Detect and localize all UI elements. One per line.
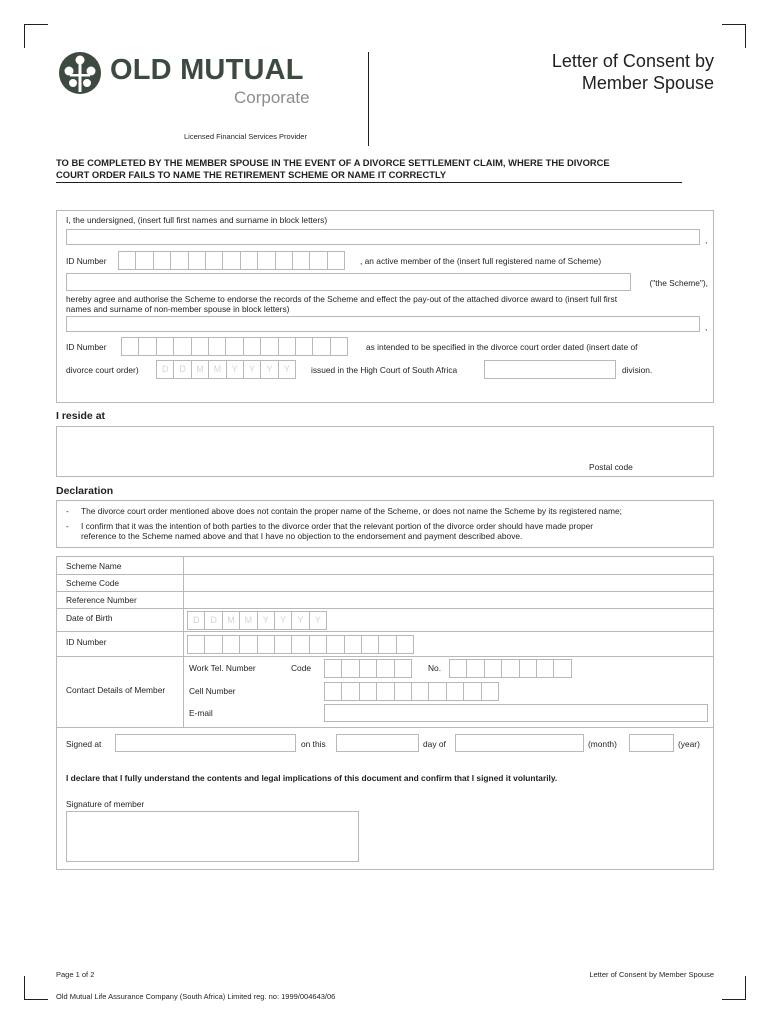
- signed-at-input[interactable]: [115, 734, 296, 752]
- id-cell[interactable]: [222, 251, 240, 270]
- declaration-dash-1: -: [66, 506, 69, 516]
- id-cell[interactable]: [225, 337, 243, 356]
- date-cell[interactable]: M: [222, 611, 240, 630]
- brand-name: OLD MUTUAL: [110, 54, 304, 86]
- phone-cell[interactable]: [536, 659, 554, 678]
- work-tel-label: Work Tel. Number: [189, 663, 256, 673]
- divorce-order-label: divorce court order): [66, 365, 139, 375]
- crop-mark-bottom-left: [24, 976, 48, 1000]
- as-intended-label: as intended to be specified in the divorce court order dated (insert date of: [366, 342, 638, 352]
- declaration-item-2-line-2: reference to the Scheme named above and that I have no objection to the endorsement and payment described above.: [81, 531, 523, 541]
- cell-number-label: Cell Number: [189, 686, 236, 696]
- dob-label: Date of Birth: [66, 613, 113, 623]
- phone-cell[interactable]: [519, 659, 537, 678]
- month-input[interactable]: [455, 734, 584, 752]
- full-names-input[interactable]: [66, 229, 700, 245]
- date-cell[interactable]: Y: [278, 360, 296, 379]
- id-cell[interactable]: [312, 337, 330, 356]
- scheme-name-input[interactable]: [66, 273, 631, 291]
- phone-cell[interactable]: [341, 659, 359, 678]
- date-cell[interactable]: Y: [226, 360, 244, 379]
- email-input[interactable]: [324, 704, 708, 722]
- date-cell[interactable]: D: [156, 360, 174, 379]
- row-divider: [56, 656, 714, 657]
- reference-number-label: Reference Number: [66, 595, 137, 605]
- member-id-cells[interactable]: [187, 635, 413, 654]
- page-number: Page 1 of 2: [56, 970, 95, 979]
- scheme-code-label: Scheme Code: [66, 578, 120, 588]
- phone-cell[interactable]: [481, 682, 499, 701]
- id-cell[interactable]: [204, 635, 222, 654]
- id-cell[interactable]: [292, 251, 310, 270]
- no-label: No.: [428, 663, 442, 673]
- phone-cell[interactable]: [376, 659, 394, 678]
- code-label: Code: [291, 663, 312, 673]
- id-cell[interactable]: [378, 635, 396, 654]
- date-cell[interactable]: Y: [257, 611, 275, 630]
- comma-1: ,: [705, 235, 708, 245]
- instruction-line-1: TO BE COMPLETED BY THE MEMBER SPOUSE IN THE EVENT OF A DIVORCE SETTLEMENT CLAIM, WHERE THE DIVORCE: [56, 157, 610, 168]
- instruction-underline: [56, 182, 682, 183]
- instruction-line-2: COURT ORDER FAILS TO NAME THE RETIREMENT SCHEME OR NAME IT CORRECTLY: [56, 169, 447, 180]
- signed-at-label: Signed at: [66, 739, 102, 749]
- declaration-dash-2: -: [66, 521, 69, 531]
- phone-cell[interactable]: [411, 682, 429, 701]
- id-cell[interactable]: [208, 337, 226, 356]
- phone-cell[interactable]: [449, 659, 467, 678]
- year-label: (year): [678, 739, 700, 749]
- phone-cell[interactable]: [446, 682, 464, 701]
- spouse-names-input[interactable]: [66, 316, 700, 332]
- spouse-id-cells[interactable]: [121, 337, 347, 356]
- reside-heading: I reside at: [56, 410, 106, 422]
- phone-cell[interactable]: [341, 682, 359, 701]
- date-cell[interactable]: Y: [260, 360, 278, 379]
- division-input[interactable]: [484, 360, 616, 379]
- id-cell[interactable]: [260, 337, 278, 356]
- active-member-label: , an active member of the (insert full registered name of Scheme): [360, 256, 602, 266]
- id-cell[interactable]: [205, 251, 223, 270]
- id-cell[interactable]: [187, 635, 205, 654]
- on-this-label: on this: [301, 739, 326, 749]
- licensed-provider: Licensed Financial Services Provider: [184, 132, 307, 141]
- declaration-item-1: The divorce court order mentioned above does not contain the proper name of the Scheme, or does not name the Scheme by its registered name;: [81, 506, 622, 516]
- signature-box[interactable]: [66, 811, 359, 862]
- row-divider: [56, 608, 714, 609]
- phone-cell[interactable]: [463, 682, 481, 701]
- undersigned-label: I, the undersigned, (insert full first names and surname in block letters): [66, 215, 328, 225]
- date-cell[interactable]: D: [187, 611, 205, 630]
- footer-doc-title: Letter of Consent by Member Spouse: [589, 970, 714, 979]
- title-line-2: Member Spouse: [581, 73, 714, 93]
- date-cell[interactable]: Y: [309, 611, 327, 630]
- id-cell[interactable]: [344, 635, 362, 654]
- issued-label: issued in the High Court of South Africa: [311, 365, 458, 375]
- id-cell[interactable]: [135, 251, 153, 270]
- scheme-code-field[interactable]: [184, 575, 713, 591]
- id-cell[interactable]: [327, 251, 345, 270]
- id-cell[interactable]: [156, 337, 174, 356]
- phone-cell[interactable]: [376, 682, 394, 701]
- id-cell[interactable]: [309, 635, 327, 654]
- crop-mark-top-left: [24, 24, 48, 48]
- id-cell[interactable]: [326, 635, 344, 654]
- date-cell[interactable]: M: [208, 360, 226, 379]
- phone-cell[interactable]: [359, 659, 377, 678]
- phone-cell[interactable]: [324, 682, 342, 701]
- id-cell[interactable]: [274, 635, 292, 654]
- cell-number-cells[interactable]: [324, 682, 498, 701]
- brand-sub: Corporate: [234, 88, 310, 107]
- scheme-name-field[interactable]: [184, 557, 713, 574]
- id-cell[interactable]: [188, 251, 206, 270]
- id-cell[interactable]: [121, 337, 139, 356]
- row-divider: [56, 631, 714, 632]
- id-number-label-2: ID Number: [66, 342, 107, 352]
- work-tel-number-cells[interactable]: [449, 659, 571, 678]
- postal-code-label: Postal code: [589, 462, 633, 472]
- scheme-name-label: Scheme Name: [66, 561, 122, 571]
- id-cell[interactable]: [330, 337, 348, 356]
- crop-mark-bottom-right: [722, 976, 746, 1000]
- date-cell[interactable]: D: [173, 360, 191, 379]
- phone-cell[interactable]: [324, 659, 342, 678]
- id-cell[interactable]: [275, 251, 293, 270]
- order-date-cells[interactable]: [156, 360, 295, 379]
- member-id-label: ID Number: [66, 637, 107, 647]
- id-cell[interactable]: [191, 337, 209, 356]
- id-cell[interactable]: [295, 337, 313, 356]
- date-cell[interactable]: M: [191, 360, 209, 379]
- work-tel-code-cells[interactable]: [324, 659, 411, 678]
- phone-cell[interactable]: [484, 659, 502, 678]
- id-cell[interactable]: [361, 635, 379, 654]
- agree-line-1: hereby agree and authorise the Scheme to endorse the records of the Scheme and effect the pay-out of the attached divorce award to (insert full first: [66, 294, 618, 304]
- declaration-item-2-line-1: I confirm that it was the intention of both parties to the divorce order that the relevant portion of the divorce order should have made proper: [81, 521, 594, 531]
- phone-cell[interactable]: [394, 659, 412, 678]
- old-mutual-logo: [56, 50, 320, 112]
- agree-line-2: names and surname of non-member spouse in block letters): [66, 304, 290, 314]
- reference-number-field[interactable]: [184, 592, 713, 608]
- id-cell[interactable]: [239, 635, 257, 654]
- division-label: division.: [622, 365, 653, 375]
- id-cell[interactable]: [309, 251, 327, 270]
- header-divider: [368, 52, 369, 146]
- page-title: [552, 50, 714, 94]
- declare-statement: I declare that I fully understand the contents and legal implications of this document and confirm that I signed it voluntarily.: [66, 773, 558, 783]
- tree-emblem-icon: [56, 50, 104, 96]
- id-cell[interactable]: [291, 635, 309, 654]
- contact-details-label: Contact Details of Member: [66, 685, 166, 695]
- instruction-heading: [56, 157, 610, 181]
- declaration-heading: Declaration: [56, 485, 114, 497]
- phone-cell[interactable]: [428, 682, 446, 701]
- company-registration: Old Mutual Life Assurance Company (South Africa) Limited reg. no: 1999/004643/06: [56, 992, 336, 1001]
- phone-cell[interactable]: [359, 682, 377, 701]
- id-cell[interactable]: [257, 251, 275, 270]
- dob-cells[interactable]: [187, 611, 326, 630]
- id-cell[interactable]: [170, 251, 188, 270]
- day-input[interactable]: [336, 734, 419, 752]
- id-cell[interactable]: [153, 251, 171, 270]
- date-cell[interactable]: Y: [274, 611, 292, 630]
- id-cell[interactable]: [396, 635, 414, 654]
- phone-cell[interactable]: [553, 659, 571, 678]
- day-of-label: day of: [423, 739, 446, 749]
- id-cell[interactable]: [240, 251, 258, 270]
- the-scheme-label: ("the Scheme"),: [649, 278, 708, 288]
- id-cell[interactable]: [222, 635, 240, 654]
- title-line-1: Letter of Consent by: [551, 51, 714, 71]
- phone-cell[interactable]: [394, 682, 412, 701]
- date-cell[interactable]: Y: [243, 360, 261, 379]
- id-cell[interactable]: [118, 251, 136, 270]
- row-divider: [56, 727, 714, 728]
- phone-cell[interactable]: [466, 659, 484, 678]
- phone-cell[interactable]: [501, 659, 519, 678]
- id-cell[interactable]: [278, 337, 296, 356]
- id-number-label: ID Number: [66, 256, 107, 266]
- date-cell[interactable]: M: [239, 611, 257, 630]
- comma-2: ,: [705, 322, 708, 332]
- month-label: (month): [588, 739, 617, 749]
- id-cell[interactable]: [138, 337, 156, 356]
- email-label: E-mail: [189, 708, 213, 718]
- signature-label: Signature of member: [66, 799, 145, 809]
- date-cell[interactable]: Y: [291, 611, 309, 630]
- id-cell[interactable]: [257, 635, 275, 654]
- year-input[interactable]: [629, 734, 674, 752]
- crop-mark-top-right: [722, 24, 746, 48]
- id-number-cells[interactable]: [118, 251, 344, 270]
- id-cell[interactable]: [243, 337, 261, 356]
- id-cell[interactable]: [173, 337, 191, 356]
- date-cell[interactable]: D: [204, 611, 222, 630]
